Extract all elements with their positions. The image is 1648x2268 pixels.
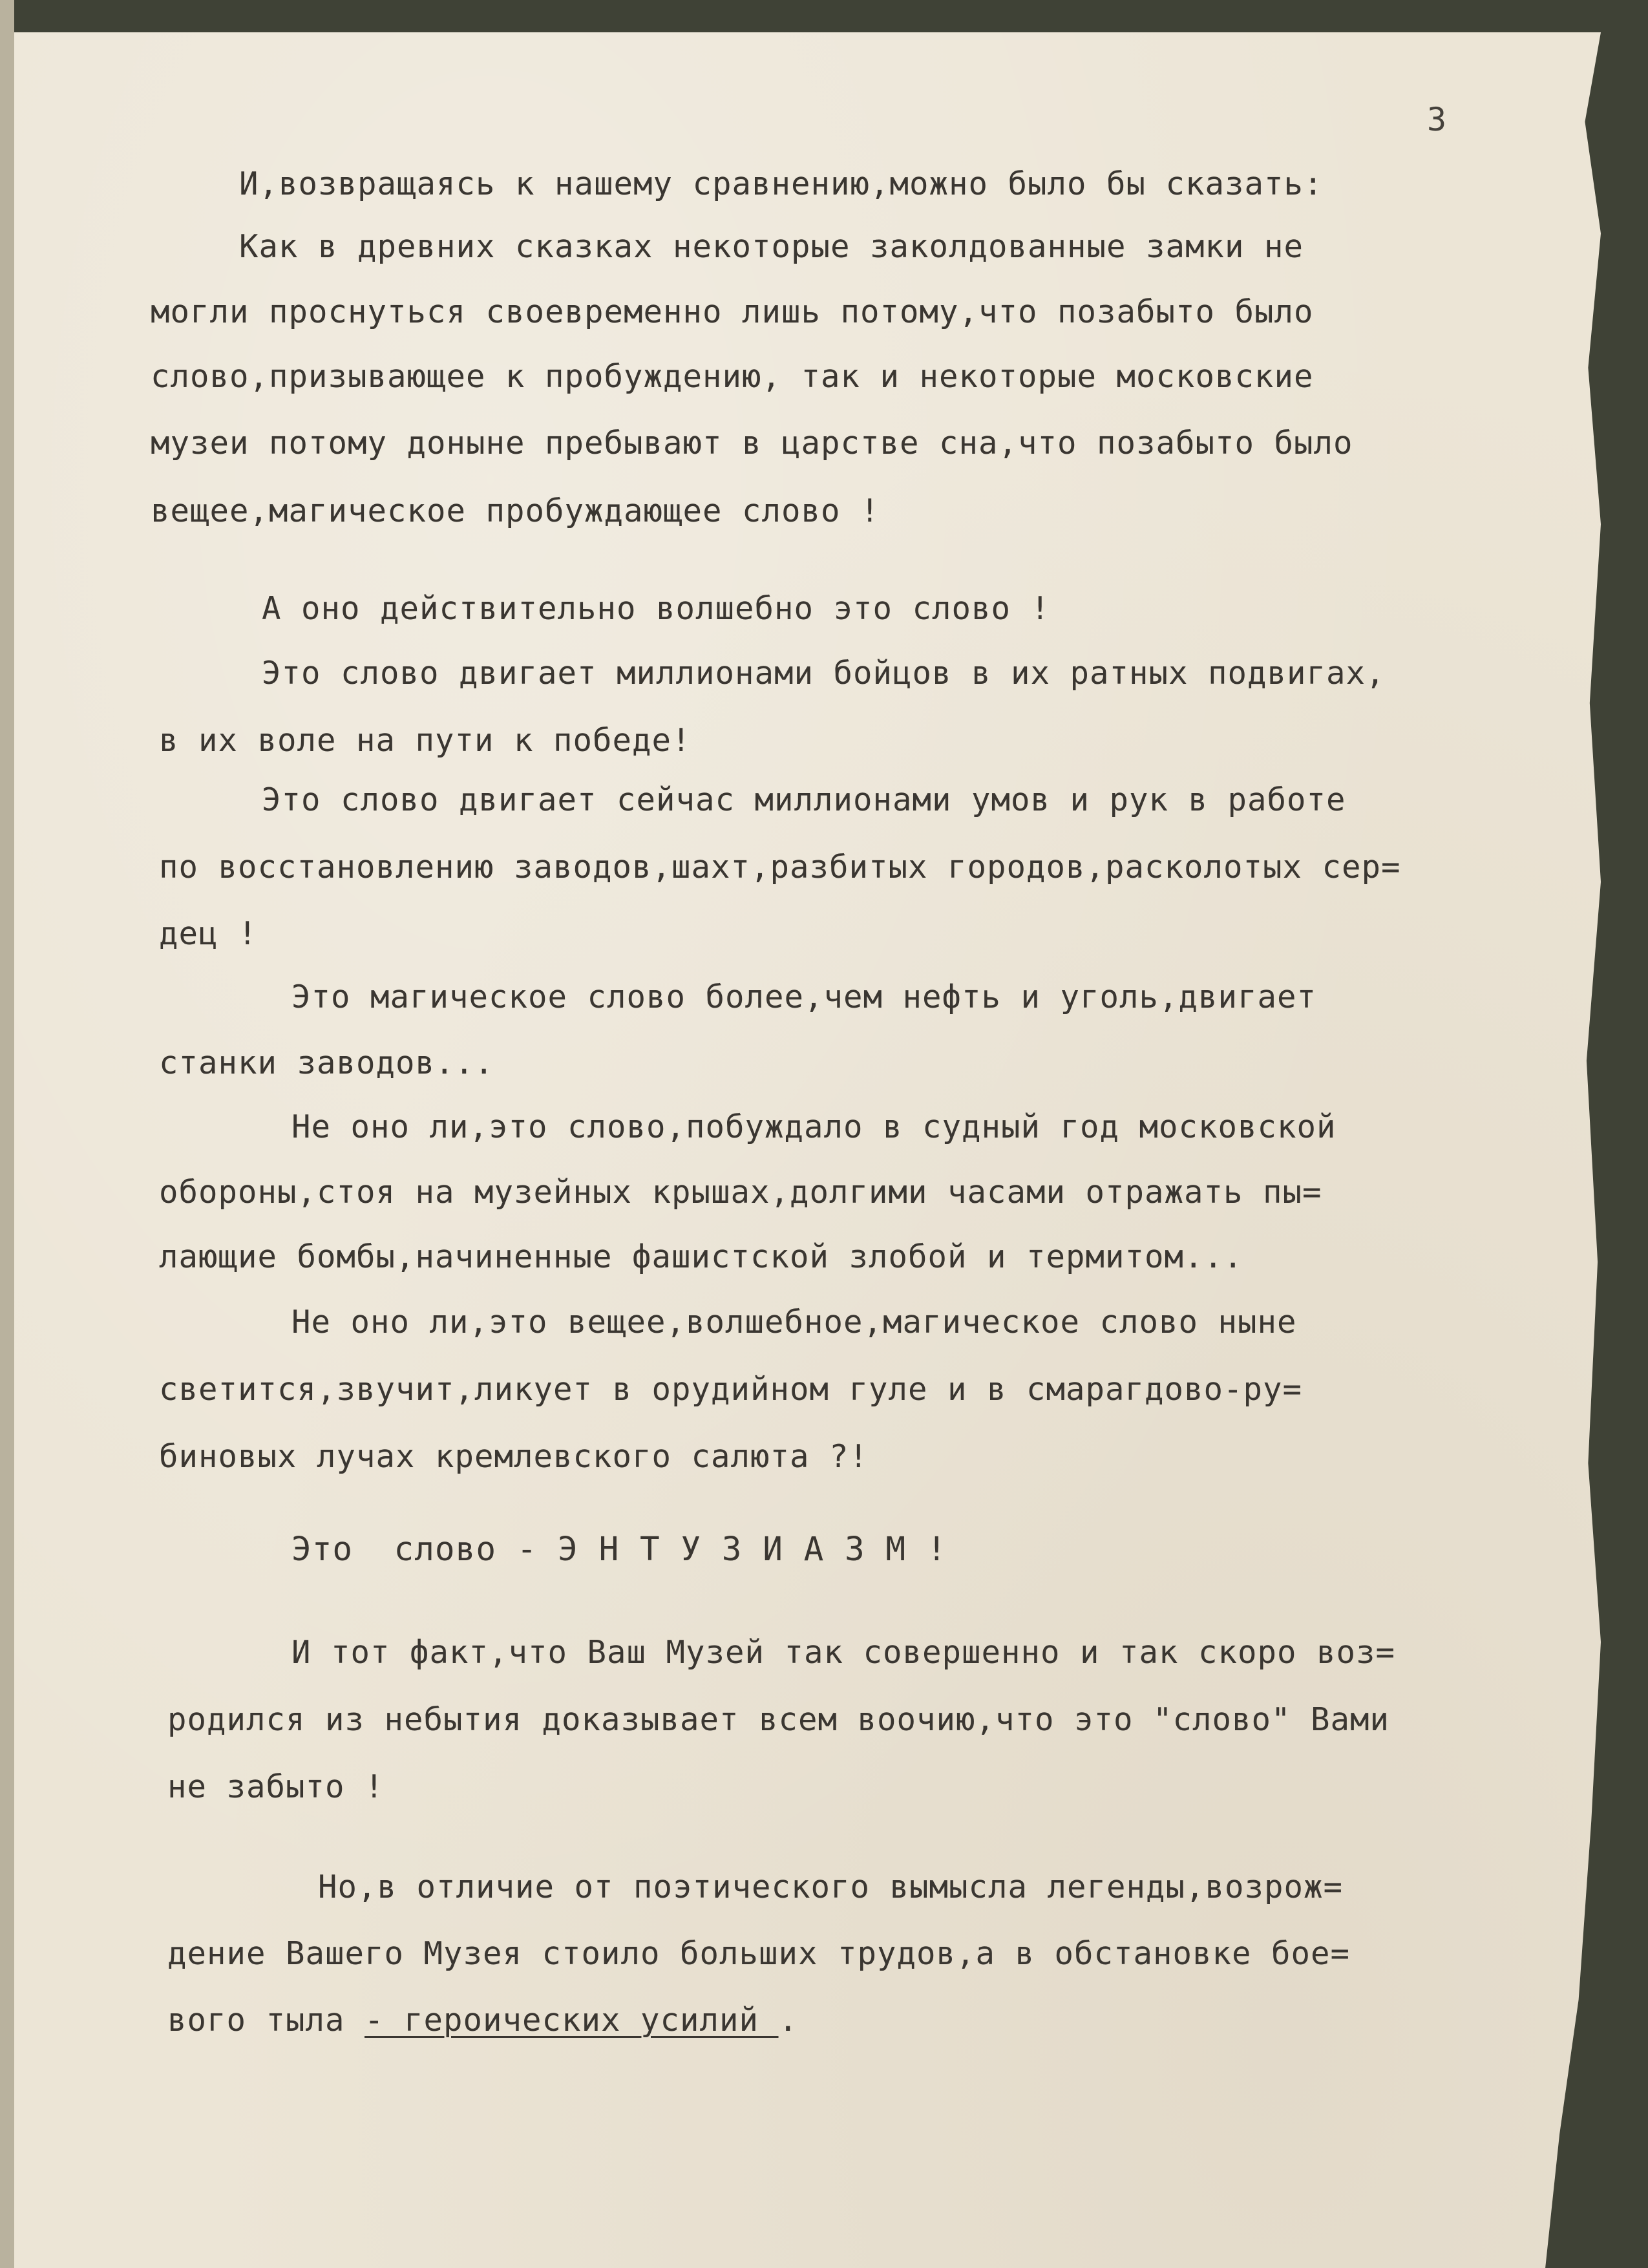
final-period: .: [778, 2002, 799, 2039]
text-line-4: слово,призывающее к пробуждению, так и некоторые московские: [151, 358, 1314, 395]
text-line-12: дец !: [159, 915, 258, 952]
text-line-20: биновых лучах кремлевского салюта ?!: [159, 1438, 869, 1475]
scanner-edge: [0, 0, 14, 2268]
text-line-26: дение Вашего Музея стоило больших трудов,а в обстановке бое=: [167, 1935, 1351, 1972]
text-line-1: И,возвращаясь к нашему сравнению,можно было бы сказать:: [239, 165, 1324, 202]
text-line-10: Это слово двигает сейчас миллионами умов и рук в работе: [262, 781, 1346, 818]
text-line-14: станки заводов...: [159, 1044, 494, 1081]
text-line-18: Не оно ли,это вещее,волшебное,магическое слово ныне: [291, 1304, 1297, 1341]
text-line-9: в их воле на пути к победе!: [159, 722, 692, 759]
text-line-15: Не оно ли,это слово,побуждало в судный год московской: [291, 1108, 1336, 1145]
text-line-21: Это слово - Э Н Т У З И А З М !: [291, 1531, 947, 1569]
text-line-16: обороны,стоя на музейных крышах,долгими часами отражать пы=: [159, 1174, 1322, 1211]
text-line-8: Это слово двигает миллионами бойцов в их ратных подвигах,: [262, 655, 1386, 692]
text-line-2: Как в древних сказках некоторые заколдованные замки не: [239, 228, 1304, 265]
text-line-27-start: вого тыла: [167, 2002, 365, 2039]
text-line-19: светится,звучит,ликует в орудийном гуле и в смарагдово-ру=: [159, 1371, 1303, 1408]
text-line-7: А оно действительно волшебно это слово !: [262, 590, 1051, 627]
text-line-17: лающие бомбы,начиненные фашистской злобой и термитом...: [159, 1238, 1243, 1275]
text-line-22: И тот факт,что Ваш Музей так совершенно и так скоро воз=: [291, 1634, 1396, 1671]
text-line-24: не забыто !: [167, 1768, 385, 1805]
text-line-3: могли проснуться своевременно лишь потому,что позабыто было: [151, 293, 1314, 330]
text-line-27: [167, 2002, 799, 2039]
page-number: 3: [1427, 101, 1447, 138]
text-line-11: по восстановлению заводов,шахт,разбитых городов,расколотых сер=: [159, 849, 1401, 885]
text-line-5: музеи потому доныне пребывают в царстве сна,что позабыто было: [151, 425, 1353, 461]
text-line-6: вещее,магическое пробуждающее слово !: [151, 493, 880, 529]
text-line-13: Это магическое слово более,чем нефть и уголь,двигает: [291, 979, 1317, 1015]
underlined-phrase: - героических усилий: [364, 2002, 779, 2039]
text-line-23: родился из небытия доказывает всем воочию,что это "слово" Вами: [167, 1701, 1390, 1738]
text-line-25: Но,в отличие от поэтического вымысла легенды,возрож=: [318, 1869, 1344, 1905]
